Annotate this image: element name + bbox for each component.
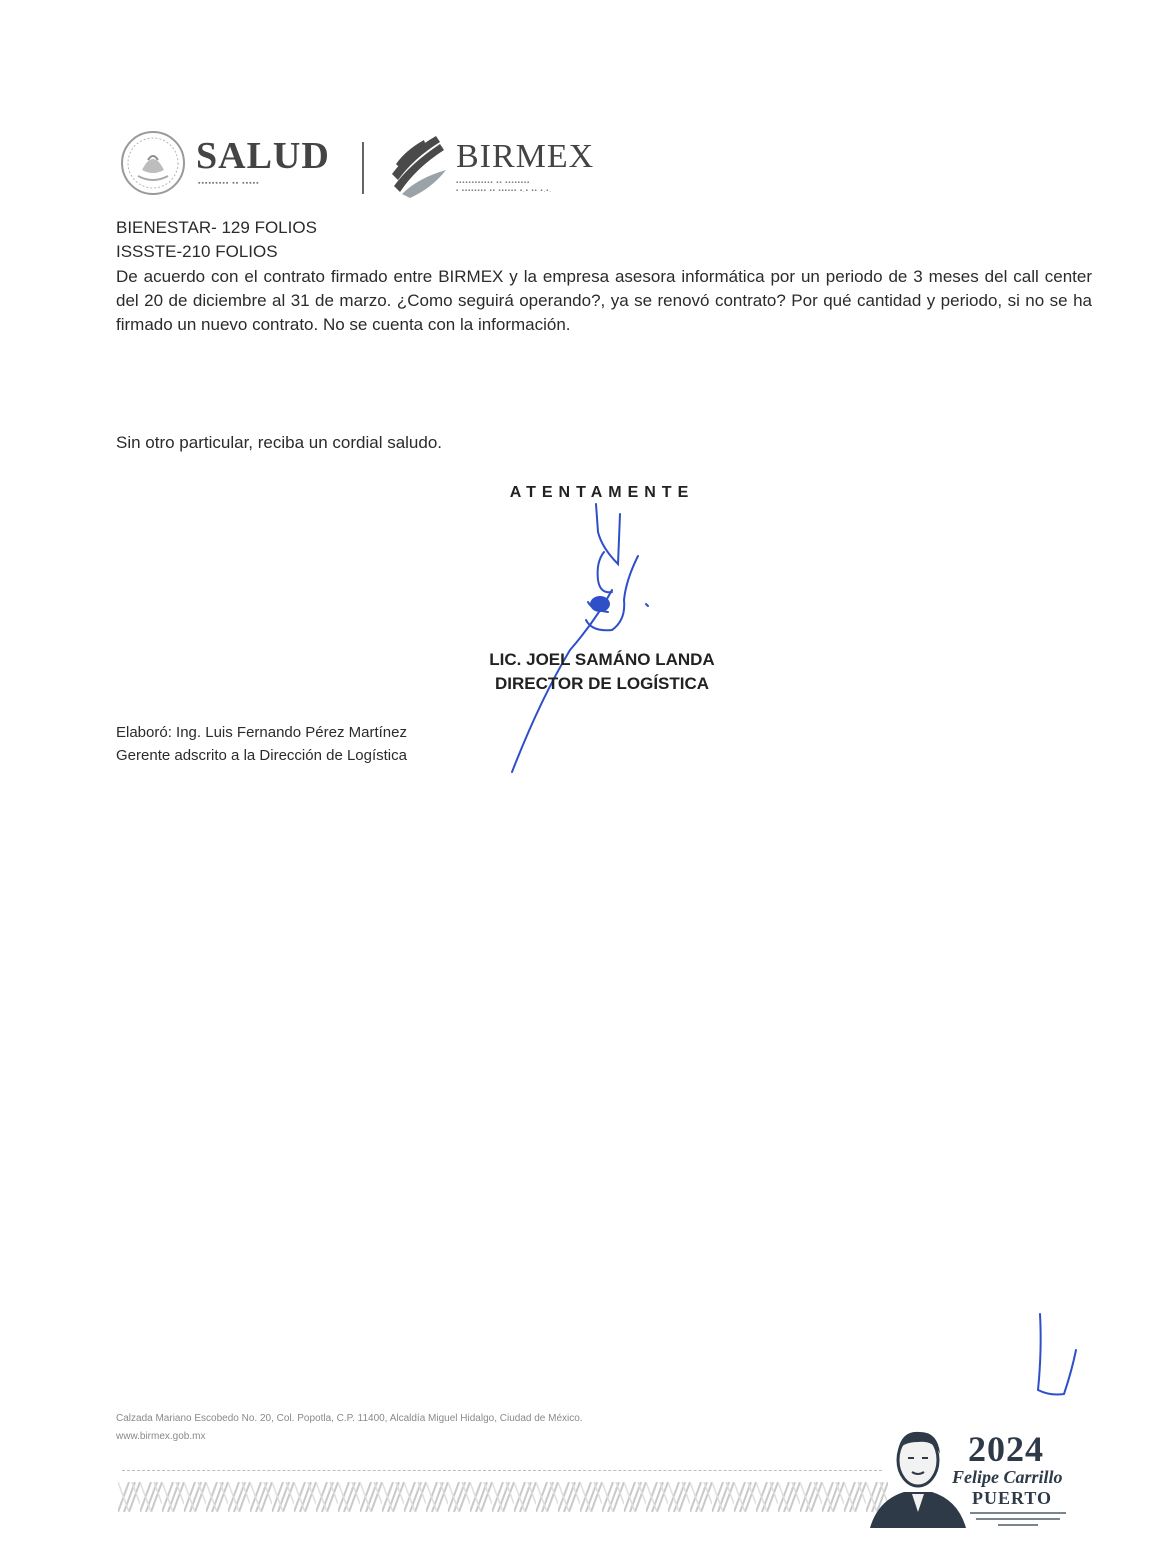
body-paragraph: De acuerdo con el contrato firmado entre BIRMEX y la empresa asesora informática por un periodo de 3 meses del call center del 20 de diciembre al 31 de marzo. ¿Como seguirá operando?, ya se renovó contrato? Por qué cantidad y periodo, si no se ha firmado un nuevo contrato. No se cuenta con la información. xyxy=(116,267,1092,334)
logo-divider xyxy=(362,142,364,194)
footer-divider xyxy=(122,1470,882,1471)
handwritten-signature-icon xyxy=(500,500,660,780)
footer-website: www.birmex.gob.mx xyxy=(116,1431,206,1442)
birmex-logo-icon xyxy=(388,134,448,198)
emblem-name-line2: PUERTO xyxy=(972,1488,1053,1508)
emblem-name-line1: Felipe Carrillo xyxy=(952,1467,1063,1487)
signatory-name: LIC. JOEL SAMÁNO LANDA xyxy=(489,650,715,669)
year-emblem xyxy=(868,1420,1078,1530)
signatory-title: DIRECTOR DE LOGÍSTICA xyxy=(494,674,710,693)
body-line-bienestar: BIENESTAR- 129 FOLIOS xyxy=(116,218,317,237)
salud-logo-text: SALUD xyxy=(196,135,330,177)
handwritten-initials-icon xyxy=(1010,1310,1090,1420)
closing-line: Sin otro particular, reciba un cordial saludo. xyxy=(116,433,443,452)
footer-ornament-pattern xyxy=(118,1482,888,1512)
atentamente-heading: ATENTAMENTE xyxy=(509,484,695,501)
footer-address: Calzada Mariano Escobedo No. 20, Col. Popotla, C.P. 11400, Alcaldía Miguel Hidalgo, Ciudad de México. xyxy=(116,1413,583,1424)
birmex-logo-text: BIRMEX xyxy=(456,138,595,175)
emblem-fine-print-mark xyxy=(970,1510,1066,1528)
emblem-year: 2024 xyxy=(968,1429,1044,1469)
birmex-logo-subtitle-mark: ▪ ▪▪▪▪▪▪▪▪ ▪▪ ▪▪▪▪▪▪ ▪.▪ ▪▪ ▪.▪. xyxy=(456,188,552,194)
prepared-by-line: Elaboró: Ing. Luis Fernando Pérez Martínez xyxy=(116,724,407,741)
prepared-by-role: Gerente adscrito a la Dirección de Logística xyxy=(116,747,407,764)
birmex-logo-subtitle-mark: ▪▪▪▪▪▪▪▪▪▪▪▪ ▪▪ ▪▪▪▪▪▪▪▪ xyxy=(456,180,531,186)
mexico-seal-icon xyxy=(120,130,186,196)
letterhead xyxy=(120,128,680,208)
salud-logo-subtitle-mark: ▪▪▪▪▪▪▪▪▪ ▪▪ ▪▪▪▪▪ xyxy=(198,180,260,187)
body-line-issste: ISSSTE-210 FOLIOS xyxy=(116,242,278,261)
